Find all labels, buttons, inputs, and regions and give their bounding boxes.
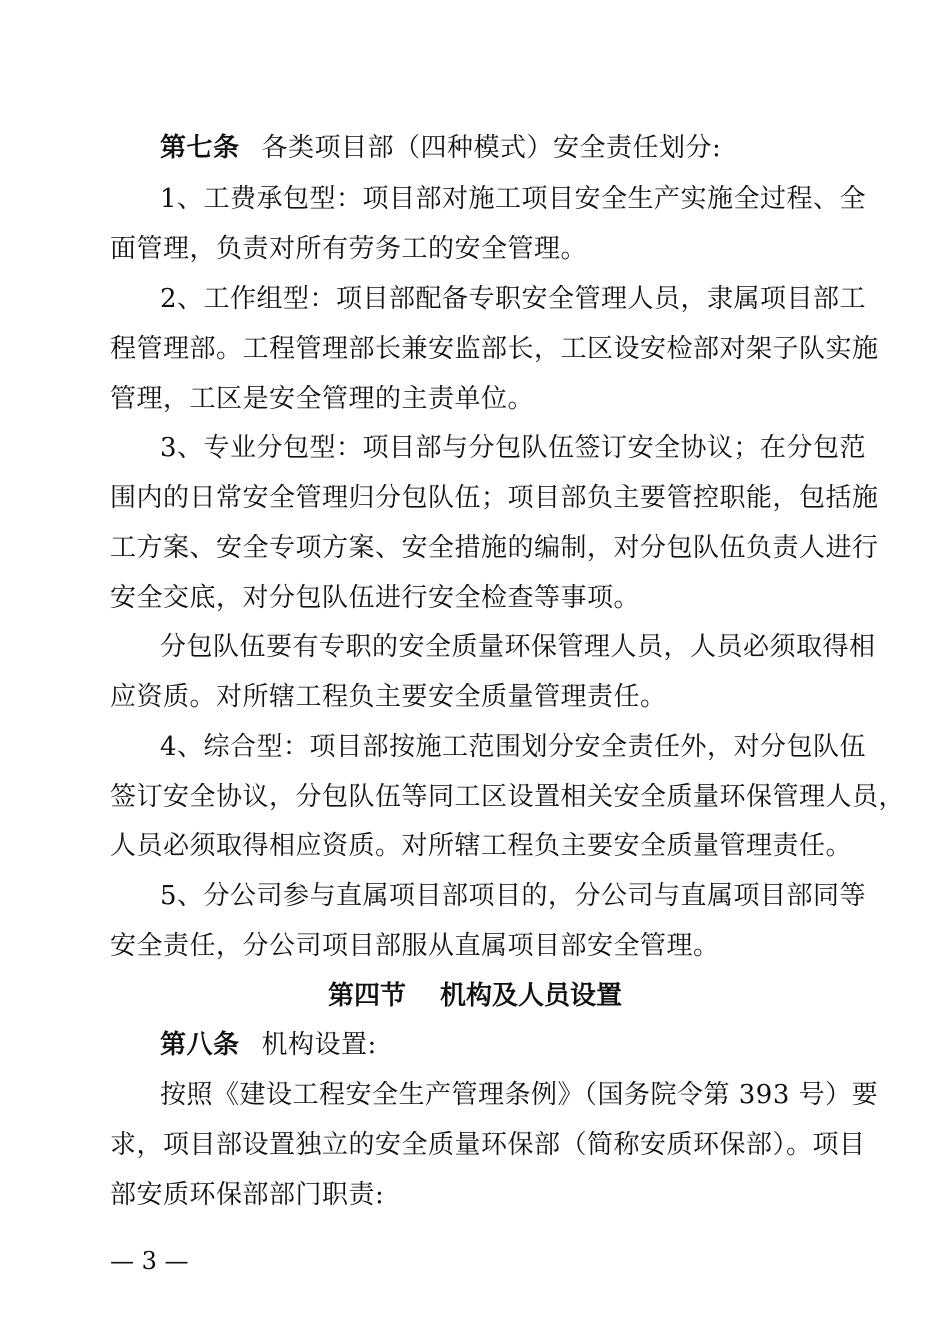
section-4-title: 机构及人员设置 (440, 981, 623, 1011)
page-number: — 3 — (110, 1247, 189, 1275)
item-3-note-line-2: 应资质。对所辖工程负主要安全质量管理责任。 (110, 682, 667, 712)
item-5-line-1: 5、分公司参与直属项目部项目的，分公司与直属项目部同等 (160, 881, 867, 911)
section-4-label: 第四节 (327, 981, 406, 1011)
article-7-title: 各类项目部（四种模式）安全责任划分: (261, 133, 722, 163)
article-8-title: 机构设置: (261, 1030, 377, 1060)
item-3-line-2: 围内的日常安全管理归分包队伍；项目部负主要管控职能，包括施 (110, 483, 879, 513)
article-7-label: 第七条 (160, 133, 240, 163)
article-8-line-3: 部安质环保部部门职责: (110, 1180, 385, 1210)
item-5-line-2: 安全责任，分公司项目部服从直属项目部安全管理。 (110, 931, 720, 961)
item-1-line-2: 面管理，负责对所有劳务工的安全管理。 (110, 234, 588, 264)
item-4-line-3: 人员必须取得相应资质。对所辖工程负主要安全质量管理责任。 (110, 831, 853, 861)
article-7-heading (160, 133, 721, 163)
item-1-line-1: 1、工费承包型：项目部对施工项目安全生产实施全过程、全 (160, 184, 867, 214)
item-2-line-1: 2、工作组型：项目部配备专职安全管理人员，隶属项目部工 (160, 284, 867, 314)
item-3-line-1: 3、专业分包型：项目部与分包队伍签订安全协议；在分包范 (160, 433, 867, 463)
item-3-line-4: 安全交底，对分包队伍进行安全检查等事项。 (110, 583, 641, 613)
item-2-line-3: 管理，工区是安全管理的主责单位。 (110, 384, 535, 414)
item-3-note-line-1: 分包队伍要有专职的安全质量环保管理人员，人员必须取得相 (160, 632, 876, 662)
article-8-heading (160, 1030, 377, 1060)
article-8-label: 第八条 (160, 1030, 240, 1060)
article-8-line-2: 求，项目部设置独立的安全质量环保部（简称安质环保部）。项目 (110, 1130, 866, 1160)
item-3-line-3: 工方案、安全专项方案、安全措施的编制，对分包队伍负责人进行 (110, 533, 879, 563)
section-4-heading (0, 981, 950, 1011)
article-8-line-1: 按照《建设工程安全生产管理条例》（国务院令第 393 号）要 (160, 1080, 879, 1110)
item-4-line-2: 签订安全协议，分包队伍等同工区设置相关安全质量环保管理人员， (110, 782, 906, 812)
item-2-line-2: 程管理部。工程管理部长兼安监部长，工区设安检部对架子队实施 (110, 334, 879, 364)
item-4-line-1: 4、综合型：项目部按施工范围划分安全责任外，对分包队伍 (160, 732, 867, 762)
